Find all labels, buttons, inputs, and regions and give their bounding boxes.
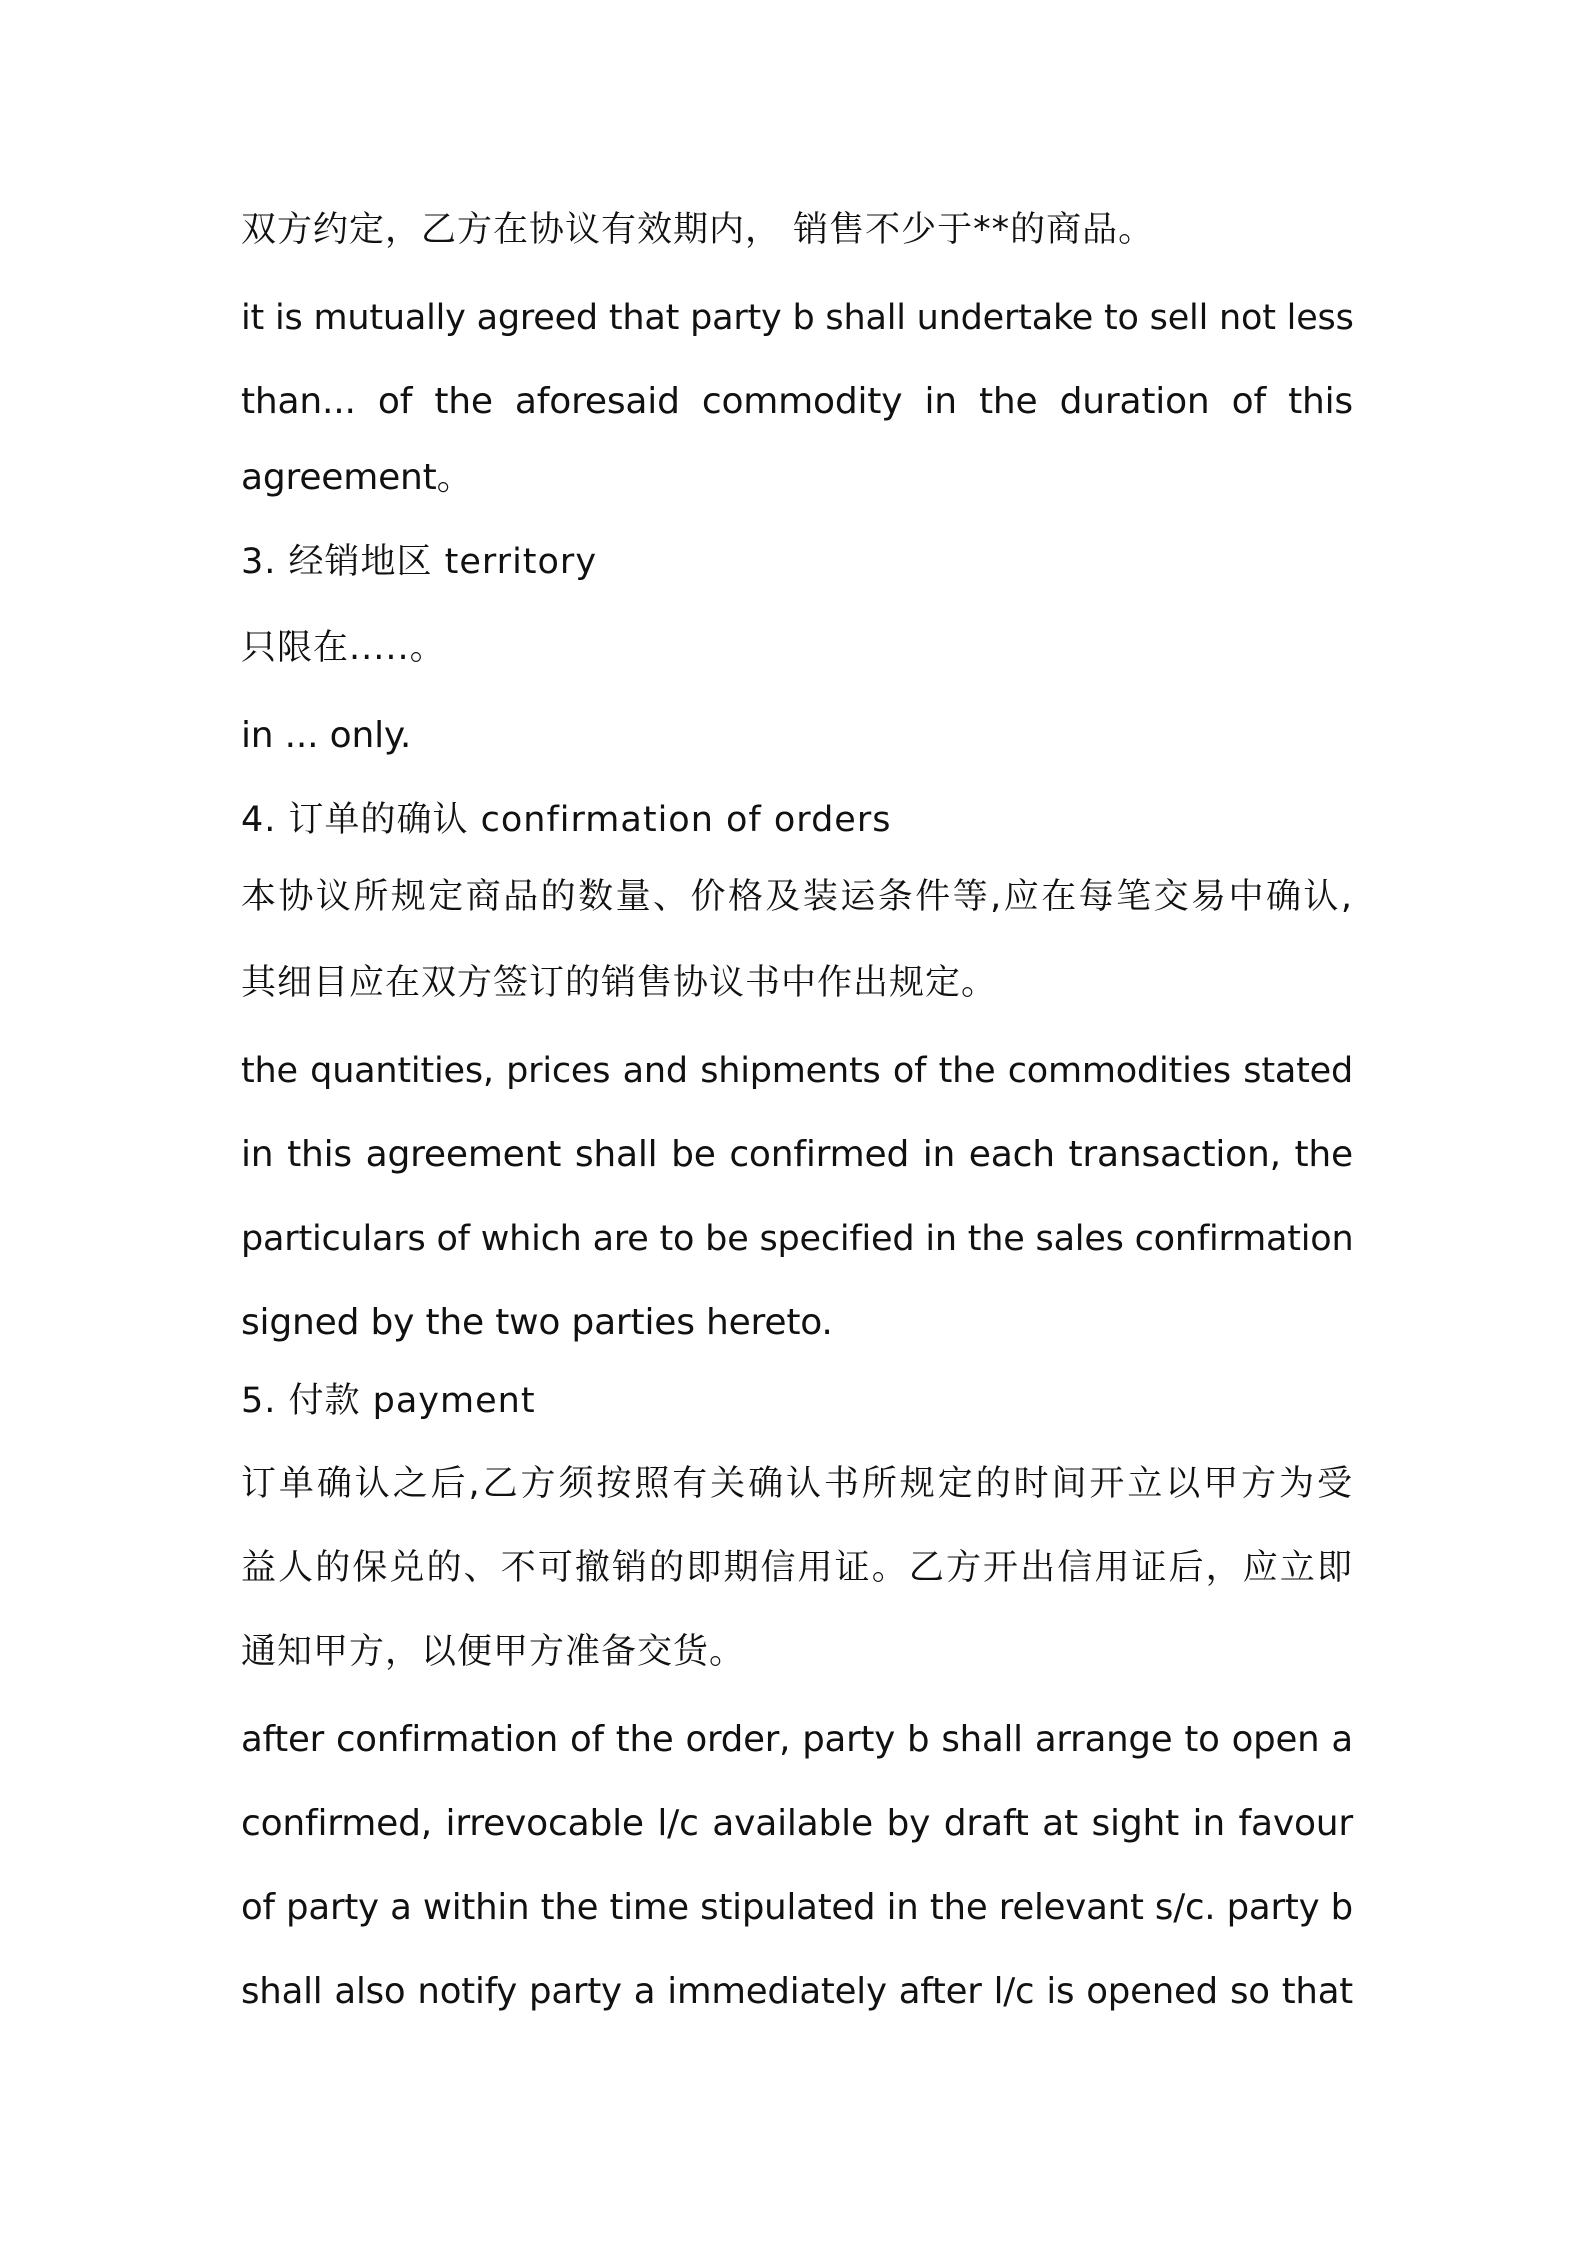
en-paragraph-line: in this agreement shall be confirmed in each transaction, the (241, 1134, 1353, 1175)
en-paragraph-line: it is mutually agreed that party b shall undertake to sell not less (241, 298, 1354, 338)
section-heading: 4. 订单的确认 confirmation of orders (241, 800, 892, 840)
zh-paragraph-line: 双方约定，乙方在协议有效期内， 销售不少于**的商品。 (241, 210, 1155, 250)
en-paragraph-line: particulars of which are to be specified in the sales confirmation (241, 1219, 1354, 1259)
en-paragraph-line: of party a within the time stipulated in the relevant s/c. party b (241, 1887, 1353, 1928)
zh-paragraph-line: 只限在.....。 (241, 628, 446, 668)
section-heading: 3. 经销地区 territory (241, 542, 598, 582)
en-paragraph-line: after confirmation of the order, party b shall arrange to open a (241, 1719, 1353, 1760)
zh-paragraph-line: 订单确认之后,乙方须按照有关确认书所规定的时间开立以甲方为受 (241, 1464, 1353, 1504)
en-paragraph-line: the quantities, prices and shipments of the commodities stated (241, 1051, 1353, 1091)
en-paragraph-line: agreement。 (241, 457, 473, 498)
en-paragraph-line: confirmed, irrevocable l/c available by draft at sight in favour (241, 1803, 1353, 1844)
zh-paragraph-line: 其细目应在双方签订的销售协议书中作出规定。 (241, 963, 998, 1003)
en-paragraph-line: than... of the aforesaid commodity in the duration of this (241, 381, 1353, 422)
en-paragraph-line: shall also notify party a immediately after l/c is opened so that (241, 1971, 1353, 2012)
section-heading: 5. 付款 payment (241, 1381, 536, 1421)
zh-paragraph-line: 益人的保兑的、不可撤销的即期信用证。乙方开出信用证后，应立即 (241, 1548, 1353, 1588)
zh-paragraph-line: 本协议所规定商品的数量、价格及装运条件等,应在每笔交易中确认, (241, 877, 1353, 917)
zh-paragraph-line: 通知甲方，以便甲方准备交货。 (241, 1632, 746, 1672)
en-paragraph-line: in ... only. (241, 715, 412, 756)
en-paragraph-line: signed by the two parties hereto. (241, 1302, 833, 1343)
